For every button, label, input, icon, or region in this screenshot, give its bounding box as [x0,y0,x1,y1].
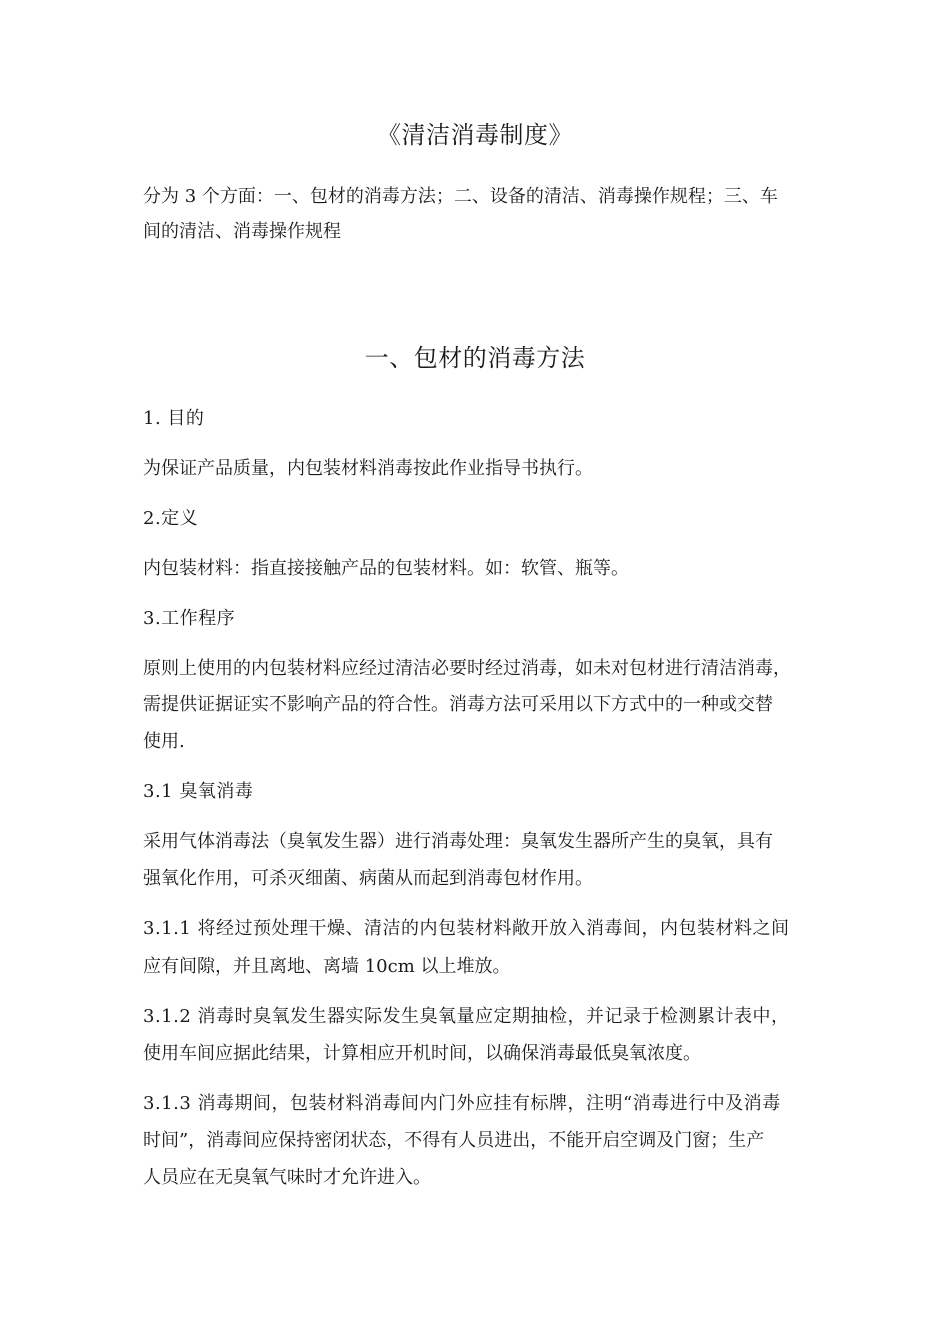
step-313-line-2: 时间”，消毒间应保持密闭状态，不得有人员进出，不能开启空调及门窗；生产 [143,1130,765,1151]
paragraph-purpose: 为保证产品质量，内包装材料消毒按此作业指导书执行。 [143,458,593,479]
heading-definition: 2.定义 [143,508,199,529]
section-title: 一、包材的消毒方法 [364,344,586,372]
document-title: 《清洁消毒制度》 [377,121,573,149]
ozone-line-1: 采用气体消毒法（臭氧发生器）进行消毒处理：臭氧发生器所产生的臭氧，具有 [143,831,773,852]
step-311-line-1: 3.1.1 将经过预处理干燥、清洁的内包装材料敞开放入消毒间，内包装材料之间 [143,918,790,939]
procedure-line-2: 需提供证据证实不影响产品的符合性。消毒方法可采用以下方式中的一种或交替 [143,694,773,715]
paragraph-definition: 内包装材料：指直接接触产品的包装材料。如：软管、瓶等。 [143,558,629,579]
step-311-line-2: 应有间隙，并且离地、离墙 10cm 以上堆放。 [143,956,511,977]
step-312-line-2: 使用车间应据此结果，计算相应开机时间，以确保消毒最低臭氧浓度。 [143,1043,701,1064]
step-313-line-1: 3.1.3 消毒期间，包装材料消毒间内门外应挂有标牌，注明“消毒进行中及消毒 [143,1093,781,1114]
heading-purpose: 1. 目的 [143,408,205,429]
step-312-line-1: 3.1.2 消毒时臭氧发生器实际发生臭氧量应定期抽检，并记录于检测累计表中， [143,1006,790,1027]
step-313-line-3: 人员应在无臭氧气味时才允许进入。 [143,1167,431,1188]
intro-line-1: 分为 3 个方面：一、包材的消毒方法；二、设备的清洁、消毒操作规程；三、车 [143,186,778,207]
ozone-line-2: 强氧化作用，可杀灭细菌、病菌从而起到消毒包材作用。 [143,868,593,889]
heading-ozone: 3.1 臭氧消毒 [143,781,254,802]
intro-line-2: 间的清洁、消毒操作规程 [143,221,341,242]
procedure-line-3: 使用. [143,731,185,752]
heading-procedure: 3.工作程序 [143,608,236,629]
procedure-line-1: 原则上使用的内包装材料应经过清洁必要时经过消毒，如未对包材进行清洁消毒， [143,658,791,679]
